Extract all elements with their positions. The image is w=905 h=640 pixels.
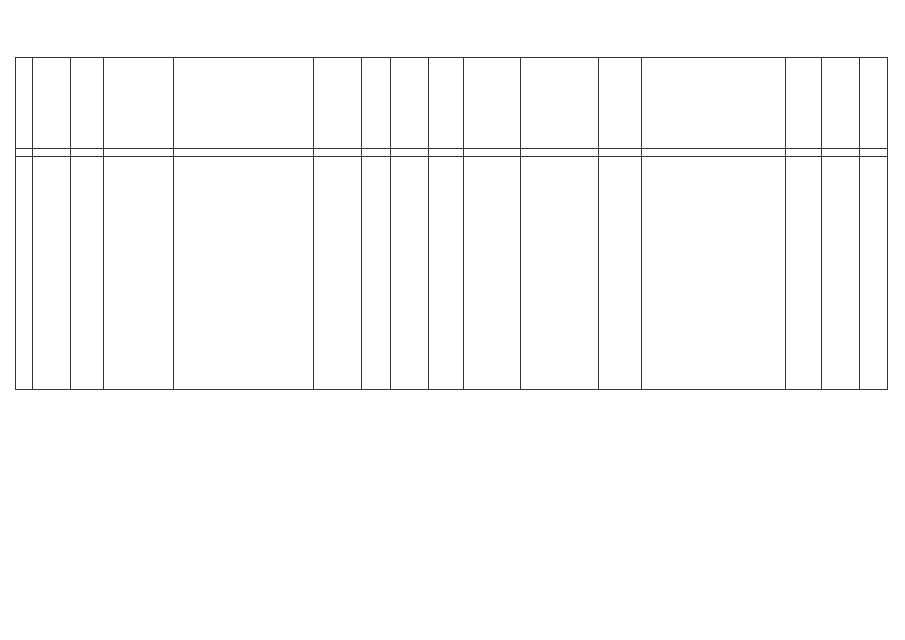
cell-institution-type [599,157,642,390]
table-row [16,157,888,390]
cell-free-or-paid [391,157,429,390]
header-volume-indicator [464,58,521,149]
column-number [362,149,391,157]
cell-activity-type [33,157,71,390]
column-number-row [16,149,888,157]
cell-legal-acts [642,157,786,390]
column-number [33,149,71,157]
cell-other-info [860,157,888,390]
header-okved-code [362,58,391,149]
column-number [642,149,786,157]
services-register-table [15,57,888,390]
header-institution-type [599,58,642,149]
header-number [16,58,33,149]
column-number [599,149,642,157]
column-number [786,149,822,157]
column-number [16,149,33,157]
cell-service-attribute [71,157,104,390]
column-number [104,149,174,157]
cell-number [16,157,33,390]
header-activity-type [33,58,71,149]
header-quality-indicator [521,58,599,149]
column-number [521,149,599,157]
column-number [71,149,104,157]
cell-service-content [174,157,314,390]
header-service-content [174,58,314,149]
cell-consumer-category [429,157,464,390]
column-number [822,149,860,157]
header-row [16,58,888,149]
cell-volume-indicator [464,157,521,390]
column-number [174,149,314,157]
header-service-name [104,58,174,149]
header-effective-date [822,58,860,149]
cell-public-entity [786,157,822,390]
column-number [314,149,362,157]
header-service-attribute [71,58,104,149]
cell-quality-indicator [521,157,599,390]
column-number [464,149,521,157]
column-number [429,149,464,157]
cell-service-conditions [314,157,362,390]
header-legal-acts [642,58,786,149]
header-public-entity [786,58,822,149]
cell-service-name [104,157,174,390]
cell-effective-date [822,157,860,390]
header-other-info [860,58,888,149]
column-number [860,149,888,157]
cell-okved-code [362,157,391,390]
header-service-conditions [314,58,362,149]
header-free-or-paid [391,58,429,149]
header-consumer-category [429,58,464,149]
column-number [391,149,429,157]
